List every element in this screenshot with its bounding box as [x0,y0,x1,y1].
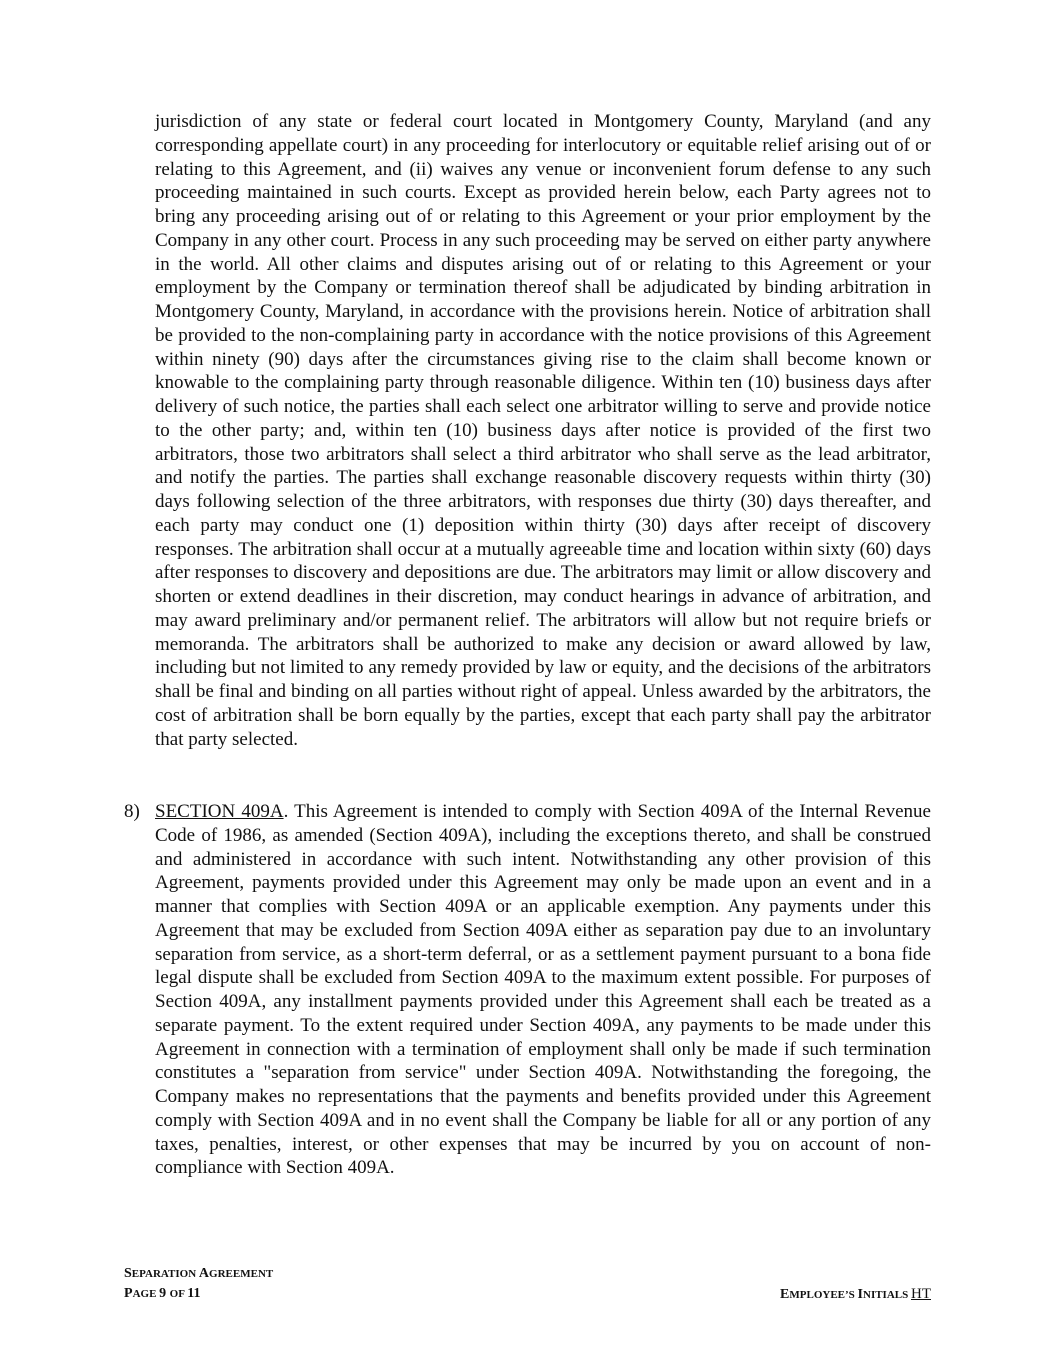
section-8-body: This Agreement is intended to comply with Section 409A of the Internal Revenue Code of 1986, as amended (Section 409A), including the exceptions thereto, and shall be construed and administered in accordance with such intent. Notwithstanding any other provision of this Agreement, payments provided under this Agreement may only be made upon an event and in a manner that complies with Section 409A or an applicable exemption. Any payments under this Agreement that may be excluded from Section 409A either as separation pay due to an involuntary separation from service, as a short-term deferral, or as a settlement payment pursuant to a bona fide legal dispute shall be excluded from Section 409A to the maximum extent possible. For purposes of Section 409A, any installment payments provided under this Agreement shall each be treated as a separate payment. To the extent required under Section 409A, any payments to be made under this Agreement in connection with a termination of employment shall only be made if such termination constitutes a "separation from service" under Section 409A. Notwithstanding the foregoing, the Company makes no representations that the payments and benefits provided under this Agreement comply with Section 409A and in no event shall the Company be liable for all or any portion of any taxes, penalties, interest, or other expenses that may be incurred by you on account of non-compliance with Section 409A. [155,801,931,1179]
footer-page-total: 11 [187,1286,201,1301]
section-8-number: 8) [124,801,140,822]
footer-page-of: OF [169,1288,188,1300]
footer-page-cap-p: P [124,1286,133,1301]
section-8-paragraph [155,800,931,1180]
employee-initials-value: HT [911,1286,931,1302]
arbitration-paragraph-continued: jurisdiction of any state or federal court located in Montgomery County, Maryland (and any corresponding appellate court) in any proceeding for interlocutory or equitable relief arising out of or relating to this Agreement, and (ii) waives any venue or inconvenient forum defense to any such proceeding maintained in such courts. Except as provided herein below, each Party agrees not to bring any proceeding arising out of or relating to this Agreement or your prior employment by the Company in any other court. Process in any such proceeding may be served on either party anywhere in the world. All other claims and disputes arising out of or relating to this Agreement or your employment by the Company or termination thereof shall be adjudicated by binding arbitration in Montgomery County, Maryland, in accordance with the provisions herein. Notice of arbitration shall be provided to the non-complaining party in accordance with the notice provisions of this Agreement within ninety (90) days after the circumstances giving rise to the claim shall become known or knowable to the complaining party through reasonable diligence. Within ten (10) business days after delivery of such notice, the parties shall each select one arbitrator willing to serve and provide notice to the other party; and, within ten (10) business days after notice is provided of the first two arbitrators, those two arbitrators shall select a third arbitrator who shall serve as the lead arbitrator, and notify the parties. The parties shall exchange reasonable discovery requests within thirty (30) days following selection of the three arbitrators, with responses due thirty (30) days thereafter, and each party may conduct one (1) deposition within thirty (30) days after receipt of discovery responses. The arbitration shall occur at a mutually agreeable time and location within sixty (60) days after responses to discovery and depositions are due. The arbitrators may limit or allow discovery and shorten or extend deadlines in their discretion, may conduct hearings in advance of arbitration, and may award preliminary and/or permanent relief. The arbitrators will allow but not require briefs or memoranda. The arbitrators shall be authorized to make any decision or award allowed by law, including but not limited to any remedy provided by law or equity, and the decisions of the arbitrators shall be final and binding on all parties without right of appeal. Unless awarded by the arbitrators, the cost of arbitration shall be born equally by the parties, except that each party shall pay the arbitrator that party selected. [155,111,931,750]
footer-title-rest-s: EPARATION [131,1268,199,1280]
footer-initials-cap-i: I [857,1287,863,1302]
footer-title-cap-s: S [124,1266,132,1281]
footer-title-rest-a: GREEMENT [209,1268,274,1280]
footer-page-current: 9 [159,1286,170,1301]
footer-document-title [124,1264,273,1284]
footer-initials-rest-i: NITIALS [863,1289,911,1301]
footer-title-cap-a: A [198,1266,210,1281]
footer-initials-cap-e: E [780,1287,790,1302]
footer-employee-initials [780,1284,931,1305]
footer-page-rest-p: AGE [132,1288,160,1300]
footer-initials-rest-e: MPLOYEE’S [789,1289,858,1301]
section-8-heading-suffix: . [283,801,289,822]
footer-page-number [124,1284,273,1304]
section-8-heading: SECTION 409A [155,801,284,822]
footer-document-info [124,1264,273,1304]
